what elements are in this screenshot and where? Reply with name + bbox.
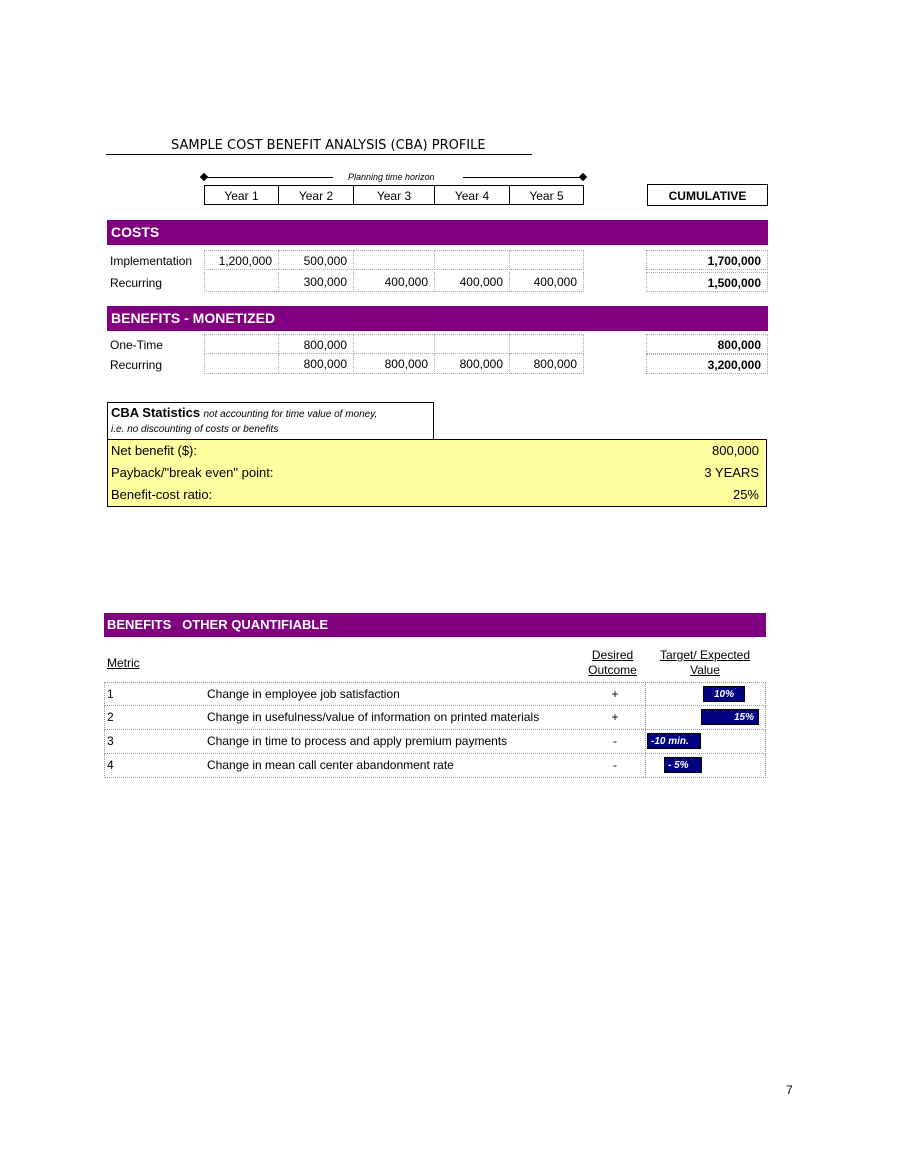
benefit-cell	[204, 354, 279, 374]
desired-header-line: Outcome	[588, 663, 637, 677]
cost-cell: 400,000	[435, 272, 510, 292]
benefit-row-label: One-Time	[110, 338, 163, 352]
page-title: SAMPLE COST BENEFIT ANALYSIS (CBA) PROFILE	[106, 138, 532, 155]
metric-description: Change in usefulness/value of information on printed materials	[207, 710, 540, 724]
metric-row	[104, 706, 766, 730]
target-header-line: Target/ Expected	[659, 648, 751, 662]
year-header: Year 1	[204, 185, 279, 205]
cost-cumulative: 1,500,000	[646, 272, 768, 292]
metric-row	[104, 754, 766, 778]
cba-stats-note: not accounting for time value of money,	[203, 409, 378, 420]
target-value-badge: 15%	[701, 709, 759, 725]
year-header: Year 5	[510, 185, 584, 205]
target-value-badge: 10%	[703, 686, 745, 702]
costs-section-header: COSTS	[107, 220, 768, 245]
metric-number: 3	[107, 734, 114, 748]
cost-cell: 1,200,000	[204, 250, 279, 270]
desired-outcome: +	[611, 710, 619, 724]
stat-value: 3 YEARS	[704, 465, 759, 480]
cba-stats-panel	[107, 439, 767, 507]
desired-header-line: Desired	[591, 648, 634, 662]
cost-cell: 400,000	[354, 272, 435, 292]
target-header-line: Value	[690, 663, 720, 677]
benefit-cell: 800,000	[435, 354, 510, 374]
net-benefit-row	[111, 440, 759, 462]
horizon-line-right	[463, 177, 581, 178]
cost-cell	[204, 272, 279, 292]
metric-description: Change in employee job satisfaction	[207, 687, 400, 701]
desired-outcome: -	[613, 734, 617, 748]
cost-cell: 500,000	[279, 250, 354, 270]
cost-cell	[354, 250, 435, 270]
metric-number: 2	[107, 710, 114, 724]
target-value-badge: - 5%	[664, 757, 702, 773]
benefit-cell	[510, 334, 584, 354]
payback-row	[111, 462, 759, 484]
costs-row-label: Implementation	[110, 254, 193, 268]
cost-cell	[510, 250, 584, 270]
benefit-cell: 800,000	[354, 354, 435, 374]
cost-cumulative: 1,700,000	[646, 250, 768, 270]
benefit-cumulative: 800,000	[646, 334, 768, 354]
stat-label: Benefit-cost ratio:	[111, 487, 213, 502]
benefits-other-header: BENEFITS OTHER QUANTIFIABLE	[104, 613, 766, 637]
page-number: 7	[786, 1083, 793, 1097]
year-header: Year 2	[279, 185, 354, 205]
cba-stats-note: i.e. no discounting of costs or benefits	[111, 424, 279, 435]
year-header-row	[204, 185, 584, 205]
benefits-monetized-header: BENEFITS - MONETIZED	[107, 306, 768, 331]
cba-stats-title: CBA Statistics	[111, 405, 201, 420]
year-header: Year 3	[354, 185, 435, 205]
cumulative-header: CUMULATIVE	[647, 184, 768, 206]
metric-description: Change in mean call center abandonment rate	[207, 758, 454, 772]
horizon-end-marker	[579, 173, 587, 181]
cost-cell: 300,000	[279, 272, 354, 292]
metric-column-header: Metric	[107, 656, 140, 670]
target-value-badge: -10 min.	[647, 733, 701, 749]
stat-label: Net benefit ($):	[111, 443, 197, 458]
year-header: Year 4	[435, 185, 510, 205]
desired-outcome: +	[611, 687, 619, 701]
benefit-cell: 800,000	[279, 354, 354, 374]
benefit-cumulative: 3,200,000	[646, 354, 768, 374]
benefit-cell	[204, 334, 279, 354]
benefit-row-label: Recurring	[110, 358, 163, 372]
benefit-cost-ratio-row	[111, 484, 759, 506]
cost-cell: 400,000	[510, 272, 584, 292]
metric-number: 1	[107, 687, 114, 701]
stat-value: 25%	[732, 487, 759, 502]
benefit-cell	[435, 334, 510, 354]
horizon-line-left	[205, 177, 333, 178]
horizon-label: Planning time horizon	[348, 172, 435, 182]
cba-stats-title-box	[107, 402, 434, 440]
benefit-cell	[354, 334, 435, 354]
costs-row-label: Recurring	[110, 276, 163, 290]
benefit-cell: 800,000	[510, 354, 584, 374]
metric-row	[104, 730, 766, 754]
metric-row	[104, 682, 766, 706]
stat-value: 800,000	[712, 443, 759, 458]
metric-description: Change in time to process and apply premium payments	[207, 734, 508, 748]
desired-outcome: -	[613, 758, 617, 772]
benefit-cell: 800,000	[279, 334, 354, 354]
cost-cell	[435, 250, 510, 270]
stat-label: Payback/"break even" point:	[111, 465, 274, 480]
desired-outcome-header	[585, 648, 640, 678]
target-value-header	[654, 648, 756, 678]
metric-number: 4	[107, 758, 114, 772]
